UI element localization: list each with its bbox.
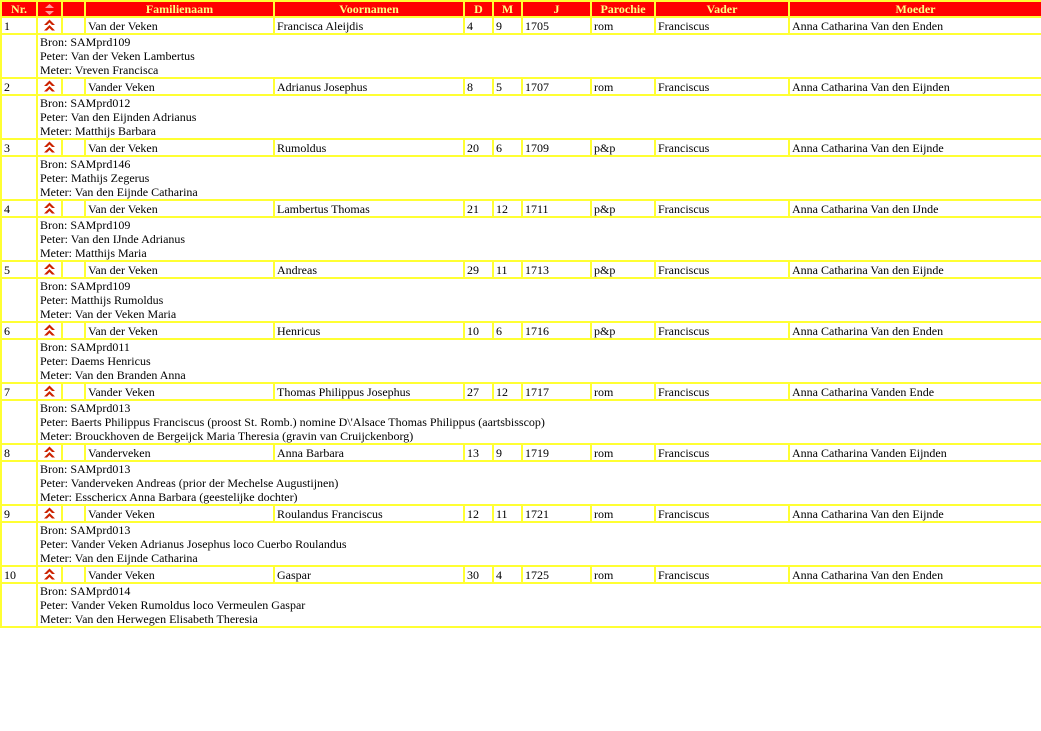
header-nr[interactable]: Nr. [1, 1, 37, 17]
cell-familienaam: Van der Veken [85, 261, 274, 278]
cell-moeder: Anna Catharina Van den Eijnde [789, 261, 1041, 278]
detail-meter: Meter: Esschericx Anna Barbara (geestelijke dochter) [40, 490, 298, 504]
header-row [1, 1, 1041, 17]
cell-parochie: rom [591, 17, 655, 34]
table-row [1, 322, 1041, 339]
detail-spacer [1, 278, 37, 322]
cell-icon[interactable] [37, 566, 62, 583]
cell-icon[interactable] [37, 383, 62, 400]
detail-row [1, 400, 1041, 444]
cell-icon[interactable] [37, 200, 62, 217]
cell-parochie: p&p [591, 322, 655, 339]
cell-familienaam: Vanderveken [85, 444, 274, 461]
header-m[interactable]: M [493, 1, 522, 17]
detail-cell [37, 339, 1041, 383]
cell-parochie: p&p [591, 261, 655, 278]
detail-row [1, 461, 1041, 505]
cell-j: 1713 [522, 261, 591, 278]
cell-moeder: Anna Catharina Van den Enden [789, 566, 1041, 583]
cell-d: 4 [464, 17, 493, 34]
detail-meter: Meter: Van den Branden Anna [40, 368, 186, 382]
cell-nr: 6 [1, 322, 37, 339]
cell-d: 21 [464, 200, 493, 217]
table-row [1, 17, 1041, 34]
detail-peter: Peter: Mathijs Zegerus [40, 171, 150, 185]
cell-blank [62, 17, 85, 34]
header-vader[interactable]: Vader [655, 1, 789, 17]
cell-blank [62, 78, 85, 95]
cell-j: 1725 [522, 566, 591, 583]
cell-j: 1709 [522, 139, 591, 156]
double-up-arrow-icon[interactable] [40, 80, 59, 93]
detail-spacer [1, 95, 37, 139]
detail-spacer [1, 156, 37, 200]
detail-row [1, 583, 1041, 627]
cell-blank [62, 383, 85, 400]
cell-m: 5 [493, 78, 522, 95]
detail-cell [37, 278, 1041, 322]
cell-icon[interactable] [37, 78, 62, 95]
detail-peter: Peter: Van der Veken Lambertus [40, 49, 195, 63]
cell-voornamen: Lambertus Thomas [274, 200, 464, 217]
cell-voornamen: Andreas [274, 261, 464, 278]
detail-cell [37, 95, 1041, 139]
cell-voornamen: Rumoldus [274, 139, 464, 156]
detail-meter: Meter: Van den Eijnde Catharina [40, 185, 198, 199]
cell-blank [62, 505, 85, 522]
detail-peter: Peter: Vander Veken Rumoldus loco Vermeulen Gaspar [40, 598, 306, 612]
cell-j: 1716 [522, 322, 591, 339]
cell-familienaam: Van der Veken [85, 200, 274, 217]
cell-nr: 8 [1, 444, 37, 461]
cell-nr: 10 [1, 566, 37, 583]
double-up-arrow-icon[interactable] [40, 385, 59, 398]
detail-spacer [1, 339, 37, 383]
table-row [1, 383, 1041, 400]
cell-d: 27 [464, 383, 493, 400]
double-up-arrow-icon[interactable] [40, 324, 59, 337]
cell-j: 1711 [522, 200, 591, 217]
detail-bron: Bron: SAMprd109 [40, 218, 131, 232]
detail-bron: Bron: SAMprd012 [40, 96, 131, 110]
cell-j: 1721 [522, 505, 591, 522]
cell-vader: Franciscus [655, 261, 789, 278]
header-d[interactable]: D [464, 1, 493, 17]
cell-moeder: Anna Catharina Van den Enden [789, 322, 1041, 339]
detail-row [1, 339, 1041, 383]
table-row [1, 566, 1041, 583]
detail-meter: Meter: Van den Herwegen Elisabeth Theresia [40, 612, 258, 626]
detail-spacer [1, 461, 37, 505]
cell-voornamen: Roulandus Franciscus [274, 505, 464, 522]
cell-vader: Franciscus [655, 383, 789, 400]
detail-meter: Meter: Vreven Francisca [40, 63, 159, 77]
double-up-arrow-icon[interactable] [40, 446, 59, 459]
detail-peter: Peter: Matthijs Rumoldus [40, 293, 164, 307]
cell-nr: 4 [1, 200, 37, 217]
cell-voornamen: Adrianus Josephus [274, 78, 464, 95]
detail-row [1, 278, 1041, 322]
header-sort[interactable] [37, 1, 62, 17]
cell-icon[interactable] [37, 322, 62, 339]
cell-d: 12 [464, 505, 493, 522]
cell-icon[interactable] [37, 261, 62, 278]
register-body [1, 17, 1041, 627]
cell-nr: 2 [1, 78, 37, 95]
double-up-arrow-icon[interactable] [40, 507, 59, 520]
cell-icon[interactable] [37, 139, 62, 156]
detail-bron: Bron: SAMprd013 [40, 523, 131, 537]
detail-bron: Bron: SAMprd109 [40, 279, 131, 293]
cell-moeder: Anna Catharina Van den Eijnden [789, 78, 1041, 95]
double-up-arrow-icon[interactable] [40, 202, 59, 215]
detail-spacer [1, 400, 37, 444]
cell-vader: Franciscus [655, 200, 789, 217]
cell-familienaam: Vander Veken [85, 383, 274, 400]
cell-moeder: Anna Catharina Vanden Eijnden [789, 444, 1041, 461]
cell-d: 30 [464, 566, 493, 583]
table-row [1, 139, 1041, 156]
cell-blank [62, 139, 85, 156]
cell-blank [62, 322, 85, 339]
header-voornamen[interactable]: Voornamen [274, 1, 464, 17]
header-moeder[interactable]: Moeder [789, 1, 1041, 17]
detail-row [1, 95, 1041, 139]
cell-moeder: Anna Catharina Vanden Ende [789, 383, 1041, 400]
cell-nr: 5 [1, 261, 37, 278]
cell-blank [62, 261, 85, 278]
detail-cell [37, 522, 1041, 566]
detail-bron: Bron: SAMprd146 [40, 157, 131, 171]
detail-cell [37, 400, 1041, 444]
cell-familienaam: Vander Veken [85, 566, 274, 583]
cell-voornamen: Anna Barbara [274, 444, 464, 461]
cell-nr: 3 [1, 139, 37, 156]
cell-parochie: rom [591, 444, 655, 461]
cell-vader: Franciscus [655, 566, 789, 583]
table-row [1, 200, 1041, 217]
cell-vader: Franciscus [655, 17, 789, 34]
detail-cell [37, 217, 1041, 261]
detail-row [1, 522, 1041, 566]
detail-meter: Meter: Matthijs Barbara [40, 124, 156, 138]
cell-moeder: Anna Catharina Van den Eijnde [789, 505, 1041, 522]
cell-familienaam: Van der Veken [85, 322, 274, 339]
cell-d: 29 [464, 261, 493, 278]
table-row [1, 261, 1041, 278]
double-up-arrow-icon[interactable] [40, 19, 59, 32]
detail-bron: Bron: SAMprd109 [40, 35, 131, 49]
detail-cell [37, 156, 1041, 200]
double-up-arrow-icon[interactable] [40, 263, 59, 276]
cell-m: 11 [493, 505, 522, 522]
cell-d: 10 [464, 322, 493, 339]
detail-bron: Bron: SAMprd014 [40, 584, 131, 598]
detail-row [1, 34, 1041, 78]
detail-meter: Meter: Brouckhoven de Bergeijck Maria Theresia (gravin van Cruijckenborg) [40, 429, 414, 443]
detail-peter: Peter: Vanderveken Andreas (prior der Mechelse Augustijnen) [40, 476, 339, 490]
detail-meter: Meter: Matthijs Maria [40, 246, 147, 260]
cell-d: 8 [464, 78, 493, 95]
detail-spacer [1, 583, 37, 627]
header-j[interactable]: J [522, 1, 591, 17]
detail-cell [37, 34, 1041, 78]
cell-vader: Franciscus [655, 139, 789, 156]
detail-row [1, 217, 1041, 261]
double-up-arrow-icon[interactable] [40, 141, 59, 154]
cell-moeder: Anna Catharina Van den Eijnde [789, 139, 1041, 156]
detail-peter: Peter: Van den Eijnden Adrianus [40, 110, 197, 124]
cell-familienaam: Vander Veken [85, 505, 274, 522]
detail-peter: Peter: Vander Veken Adrianus Josephus loco Cuerbo Roulandus [40, 537, 347, 551]
cell-parochie: rom [591, 78, 655, 95]
cell-blank [62, 200, 85, 217]
cell-blank [62, 444, 85, 461]
cell-icon[interactable] [37, 505, 62, 522]
cell-parochie: rom [591, 566, 655, 583]
cell-m: 4 [493, 566, 522, 583]
cell-j: 1719 [522, 444, 591, 461]
cell-moeder: Anna Catharina Van den IJnde [789, 200, 1041, 217]
cell-parochie: rom [591, 505, 655, 522]
cell-parochie: p&p [591, 200, 655, 217]
cell-blank [62, 566, 85, 583]
header-parochie[interactable]: Parochie [591, 1, 655, 17]
cell-familienaam: Van der Veken [85, 17, 274, 34]
detail-spacer [1, 217, 37, 261]
detail-meter: Meter: Van den Eijnde Catharina [40, 551, 198, 565]
cell-familienaam: Van der Veken [85, 139, 274, 156]
cell-d: 20 [464, 139, 493, 156]
cell-voornamen: Thomas Philippus Josephus [274, 383, 464, 400]
detail-cell [37, 461, 1041, 505]
detail-spacer [1, 522, 37, 566]
cell-vader: Franciscus [655, 78, 789, 95]
header-blank [62, 1, 85, 17]
cell-m: 6 [493, 322, 522, 339]
cell-voornamen: Gaspar [274, 566, 464, 583]
detail-spacer [1, 34, 37, 78]
cell-moeder: Anna Catharina Van den Enden [789, 17, 1041, 34]
cell-m: 12 [493, 200, 522, 217]
detail-peter: Peter: Van den IJnde Adrianus [40, 232, 186, 246]
double-up-arrow-icon[interactable] [40, 568, 59, 581]
header-familienaam[interactable]: Familienaam [85, 1, 274, 17]
cell-nr: 7 [1, 383, 37, 400]
cell-m: 6 [493, 139, 522, 156]
table-row [1, 78, 1041, 95]
cell-voornamen: Francisca Aleijdis [274, 17, 464, 34]
sort-icon[interactable] [40, 3, 59, 16]
cell-voornamen: Henricus [274, 322, 464, 339]
detail-bron: Bron: SAMprd013 [40, 401, 131, 415]
cell-j: 1717 [522, 383, 591, 400]
detail-peter: Peter: Baerts Philippus Franciscus (proost St. Romb.) nomine D\'Alsace Thomas Philippus (aartsbisscop) [40, 415, 545, 429]
cell-icon[interactable] [37, 17, 62, 34]
detail-row [1, 156, 1041, 200]
table-row [1, 444, 1041, 461]
cell-j: 1707 [522, 78, 591, 95]
cell-m: 12 [493, 383, 522, 400]
detail-bron: Bron: SAMprd013 [40, 462, 131, 476]
cell-nr: 9 [1, 505, 37, 522]
cell-m: 9 [493, 17, 522, 34]
cell-vader: Franciscus [655, 505, 789, 522]
cell-m: 9 [493, 444, 522, 461]
cell-nr: 1 [1, 17, 37, 34]
cell-parochie: p&p [591, 139, 655, 156]
cell-vader: Franciscus [655, 444, 789, 461]
cell-j: 1705 [522, 17, 591, 34]
detail-bron: Bron: SAMprd011 [40, 340, 130, 354]
cell-familienaam: Vander Veken [85, 78, 274, 95]
detail-peter: Peter: Daems Henricus [40, 354, 151, 368]
detail-meter: Meter: Van der Veken Maria [40, 307, 177, 321]
cell-d: 13 [464, 444, 493, 461]
table-row [1, 505, 1041, 522]
cell-vader: Franciscus [655, 322, 789, 339]
cell-m: 11 [493, 261, 522, 278]
cell-icon[interactable] [37, 444, 62, 461]
detail-cell [37, 583, 1041, 627]
cell-parochie: rom [591, 383, 655, 400]
